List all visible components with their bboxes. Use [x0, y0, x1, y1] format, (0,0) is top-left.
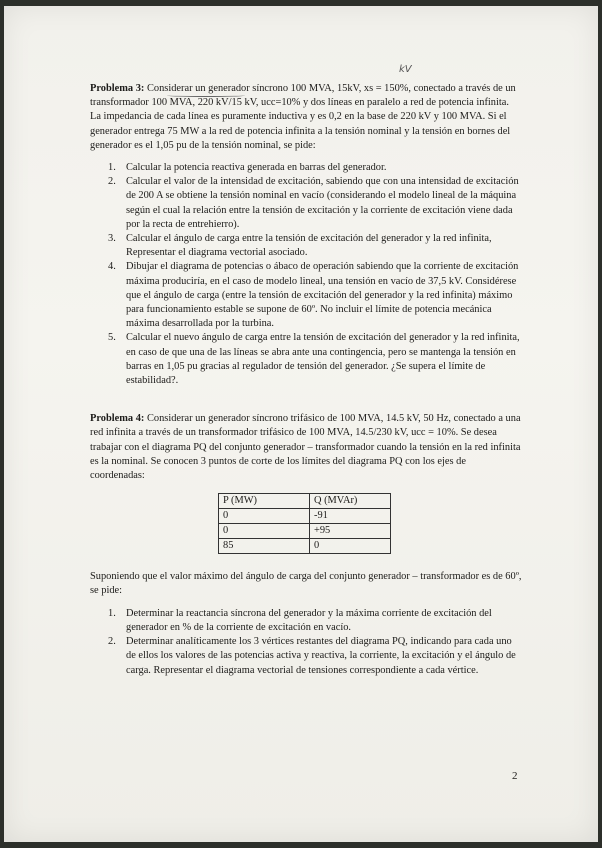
table-header-row	[219, 494, 391, 509]
page-number: 2	[512, 770, 518, 782]
problem4-label: Problema 4:	[90, 413, 145, 425]
problem3-intro-text: Considerar un generador síncrono 100 MVA, 15kV, xs = 150%, conectado a través de un transformador 100 MVA, 220 kV/15 kV, ucc=10% y dos líneas en paralelo a red de potencia infinita. La impedancia de cada línea es puramente inductiva y es 0,2 en la base de 220 kV y 100 MVA. Si el generador entrega 75 MW a la red de potencia infinita a la tensión nominal y la tensión en bornes del generador es el 1,05 pu de la tensión nominal, se pide:	[90, 83, 516, 151]
table-cell: -91	[310, 509, 391, 524]
problem4-list	[90, 607, 522, 678]
list-item-text: Calcular el ángulo de carga entre la tensión de excitación del generador y la red infinita, Representar el diagrama vectorial asociado.	[126, 233, 492, 259]
pq-table	[218, 493, 391, 554]
column-header-q: Q (MVAr)	[310, 494, 391, 509]
problem3-intro	[90, 82, 522, 153]
table-cell: 0	[310, 539, 391, 554]
table-cell: +95	[310, 524, 391, 539]
problem4-intro-text: Considerar un generador síncrono trifásico de 100 MVA, 14.5 kV, 50 Hz, conectado a una red infinita a través de un transformador trifásico de 100 MVA, 14.5/230 kV, ucc = 10%. Se desea trabajar con el diagrama PQ del conjunto generador – transformador cuando la tensión en la red infinita es la nominal. Se conocen 3 puntos de corte de los límites del diagrama PQ con los ejes de coordenadas:	[90, 413, 521, 482]
list-item-number: 1.	[108, 607, 116, 619]
list-item	[90, 607, 522, 635]
list-item	[90, 232, 522, 260]
table-cell: 85	[219, 539, 310, 554]
list-item-text: Calcular la potencia reactiva generada en barras del generador.	[126, 162, 387, 174]
list-item	[90, 260, 522, 331]
problem3-list	[90, 161, 522, 388]
table-cell: 0	[219, 524, 310, 539]
list-item-text: Determinar analíticamente los 3 vértices restantes del diagrama PQ, indicando para cada uno de ellos los valores de las potencias activa y reactiva, la corriente, la excitación y el ángulo de carga. Representar el diagrama vectorial de tensiones correspondiente a cada vértice.	[126, 636, 516, 676]
list-item-number: 2.	[108, 636, 116, 648]
page-content	[90, 82, 522, 678]
problem4-intro	[90, 412, 522, 483]
column-header-p: P (MW)	[219, 494, 310, 509]
list-item-text: Calcular el valor de la intensidad de excitación, sabiendo que con una intensidad de excitación de 200 A se obtiene la tensión nominal en vacío (considerando el modelo lineal de la máquina según el cual la relación entre la tensión de excitación y la corriente de excitación viene dada por la recta de entrehierro).	[126, 176, 519, 230]
section-gap	[90, 388, 522, 412]
problem3-label: Problema 3:	[90, 83, 145, 94]
list-item-text: Dibujar el diagrama de potencias o ábaco de operación sabiendo que la corriente de excitación máxima produciría, en el caso de modelo lineal, una tensión en vacío de 37,5 kV. Considérese que el ángulo de carga (entre la tensión de excitación del generador y la red infinita) máximo para funcionamiento estable se supone de 60º. No incluir el límite de potencia mecánica máxima desarrollada por la turbina.	[126, 261, 519, 330]
table-row	[219, 539, 391, 554]
list-item-number: 2.	[108, 176, 116, 188]
list-item-number: 3.	[108, 233, 116, 245]
list-item-number: 1.	[108, 162, 116, 174]
list-item-text: Calcular el nuevo ángulo de carga entre la tensión de excitación del generador y la red infinita, en caso de que una de las líneas se abra ante una contingencia, pero se mantenga la tensión en barras en 1,05 pu gracias al regulador de tensión del generador. ¿Se supera el límite de estabilidad?.	[126, 332, 520, 387]
table-row	[219, 524, 391, 539]
table-row	[219, 509, 391, 524]
table-cell: 0	[219, 509, 310, 524]
problem4-followup: Suponiendo que el valor máximo del ángulo de carga del conjunto generador – transformador es de 60º, se pide:	[90, 571, 522, 597]
list-item	[90, 331, 522, 388]
list-item-text: Determinar la reactancia síncrona del generador y la máxima corriente de excitación del generador en % de la corriente de excitación en vacío.	[126, 607, 492, 633]
list-item	[90, 635, 522, 678]
list-item-number: 5.	[108, 332, 116, 344]
list-item	[90, 161, 522, 175]
list-item	[90, 175, 522, 232]
handwritten-note: kV	[399, 64, 412, 75]
list-item-number: 4.	[108, 261, 116, 273]
paper-sheet	[4, 6, 598, 842]
